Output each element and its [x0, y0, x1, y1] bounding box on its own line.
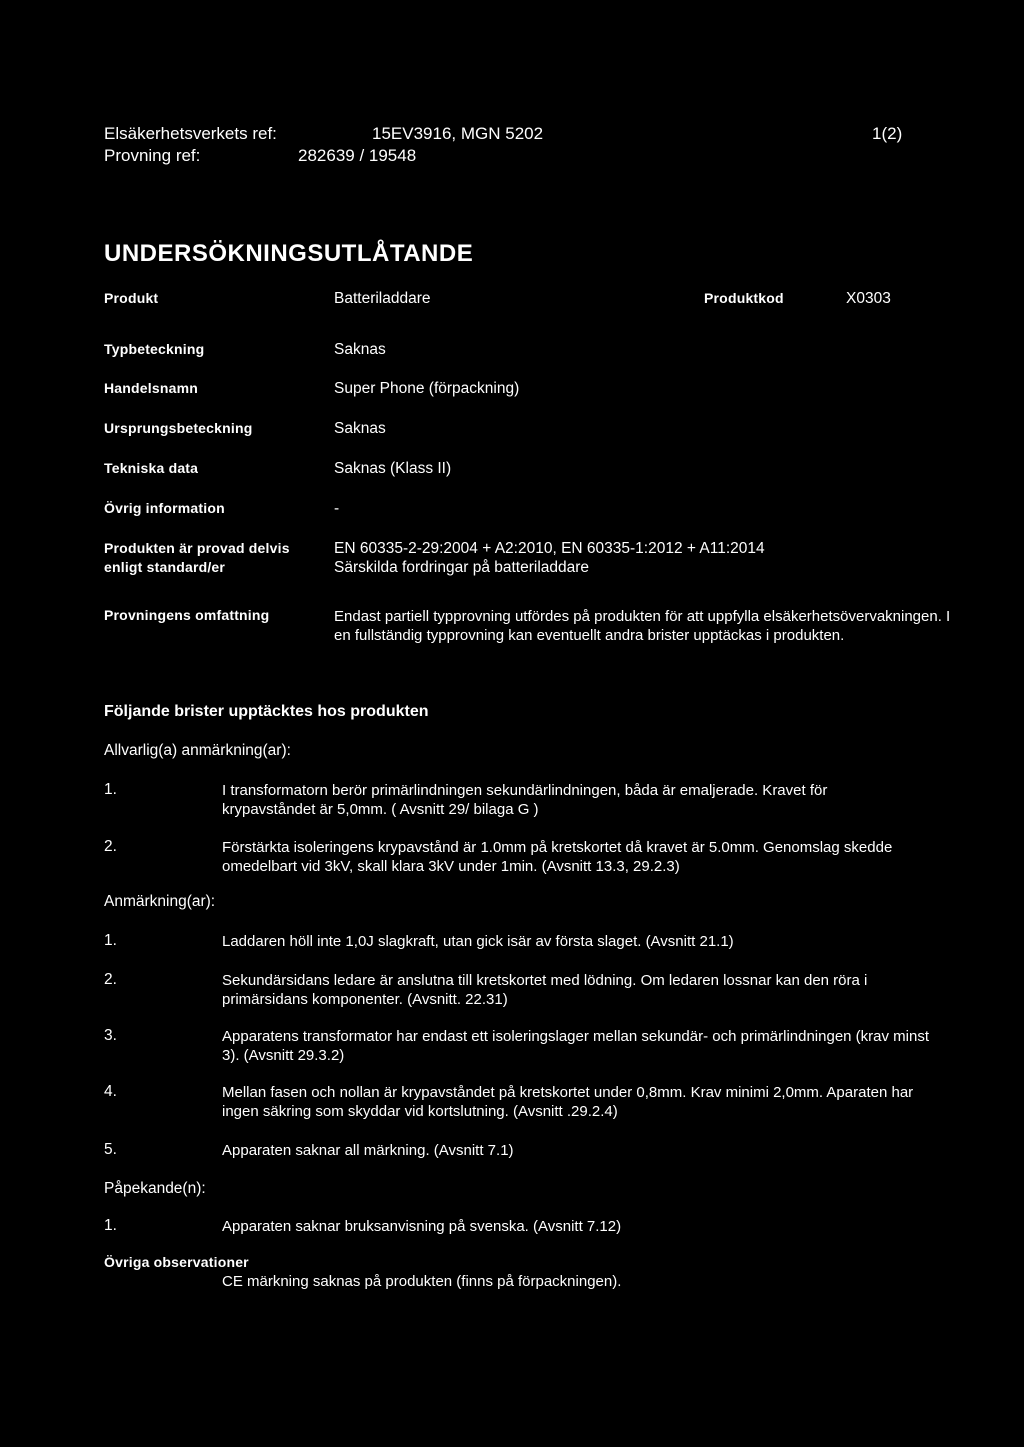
tekniska-data-label: Tekniska data [104, 460, 199, 476]
papekande-item-1-num: 1. [104, 1217, 117, 1234]
provning-ref-label: Provning ref: [104, 146, 201, 165]
anmarkning-item-3-text: Apparatens transformator har endast ett isoleringslager mellan sekundär- och primärlindningen (krav minst 3). (Avsnitt 29.3.2) [222, 1028, 930, 1064]
handelsnamn-value: Super Phone (förpackning) [334, 380, 520, 397]
anmarkning-item-1-text: Laddaren höll inte 1,0J slagkraft, utan gick isär av första slaget. (Avsnitt 21.1) [222, 933, 734, 950]
omfattning-value: Endast partiell typprovning utfördes på produkten för att uppfylla elsäkerhetsövervakningen. I en fullständig typprovning kan eventuellt andra brister upptäckas i produkten. [334, 608, 951, 644]
tekniska-data-value: Saknas (Klass II) [334, 460, 452, 477]
anmarkning-item-5-text: Apparaten saknar all märkning. (Avsnitt 7.1) [222, 1142, 514, 1159]
observationer-text: CE märkning saknas på produkten (finns på förpackningen). [222, 1273, 622, 1290]
ursprung-label: Ursprungsbeteckning [104, 420, 253, 436]
ovrig-information-label: Övrig information [104, 500, 225, 516]
anmarkning-heading: Anmärkning(ar): [104, 893, 216, 910]
ovrig-information-value: - [334, 500, 340, 517]
allvarlig-item-2-num: 2. [104, 838, 117, 855]
produkt-label: Produkt [104, 290, 159, 306]
page-title: UNDERSÖKNINGSUTLÅTANDE [104, 240, 474, 267]
typbeteckning-label: Typbeteckning [104, 341, 205, 357]
typbeteckning-value: Saknas [334, 341, 386, 358]
anmarkning-item-3-num: 3. [104, 1027, 117, 1044]
papekande-heading: Påpekande(n): [104, 1180, 206, 1197]
anmarkning-item-4-text: Mellan fasen och nollan är krypavståndet på kretskortet under 0,8mm. Krav minimi 2,0mm. Aparaten har ingen säkring som skyddar vid kortslutning. (Avsnitt .29.2.4) [222, 1084, 914, 1120]
anmarkning-item-2-text: Sekundärsidans ledare är anslutna till kretskortet med lödning. Om ledaren lossnar kan den röra i primärsidans komponenter. (Avsnitt. 22.31) [222, 972, 868, 1008]
anmarkning-item-2-num: 2. [104, 971, 117, 988]
allvarlig-item-1-num: 1. [104, 781, 117, 798]
allvarlig-heading: Allvarlig(a) anmärkning(ar): [104, 742, 291, 759]
produktkod-label: Produktkod [704, 290, 784, 306]
omfattning-label: Provningens omfattning [104, 607, 270, 623]
handelsnamn-label: Handelsnamn [104, 380, 198, 396]
allvarlig-item-2-text: Förstärkta isoleringens krypavstånd är 1.0mm på kretskortet då kravet är 5.0mm. Genomslag skedde omedelbart vid 3kV, skall klara 3kV under 1min. (Avsnitt 13.3, 29.2.3) [222, 839, 893, 875]
elsak-ref-value: 15EV3916, MGN 5202 [372, 124, 544, 143]
page-number: 1(2) [872, 124, 903, 143]
observationer-heading: Övriga observationer [104, 1254, 249, 1270]
anmarkning-item-5-num: 5. [104, 1141, 117, 1158]
provning-ref-value: 282639 / 19548 [298, 146, 417, 165]
standard-label-line1: Produkten är provad delvis [104, 540, 290, 556]
standard-label-line2: enligt standard/er [104, 559, 226, 575]
elsak-ref-label: Elsäkerhetsverkets ref: [104, 124, 277, 143]
ursprung-value: Saknas [334, 420, 386, 437]
allvarlig-item-1-text: I transformatorn berör primärlindningen sekundärlindningen, båda är emaljerade. Kravet för krypavståndet är 5,0mm. ( Avsnitt 29/ bilaga G ) [222, 782, 828, 818]
produkt-value: Batteriladdare [334, 290, 431, 307]
produktkod-value: X0303 [846, 290, 891, 307]
standard-value-line1: EN 60335-2-29:2004 + A2:2010, EN 60335-1:2012 + A11:2014 [334, 540, 765, 557]
anmarkning-item-4-num: 4. [104, 1083, 117, 1100]
brister-heading: Följande brister upptäcktes hos produkten [104, 703, 429, 720]
standard-value-line2: Särskilda fordringar på batteriladdare [334, 559, 590, 576]
anmarkning-item-1-num: 1. [104, 932, 117, 949]
papekande-item-1-text: Apparaten saknar bruksanvisning på svenska. (Avsnitt 7.12) [222, 1218, 622, 1235]
